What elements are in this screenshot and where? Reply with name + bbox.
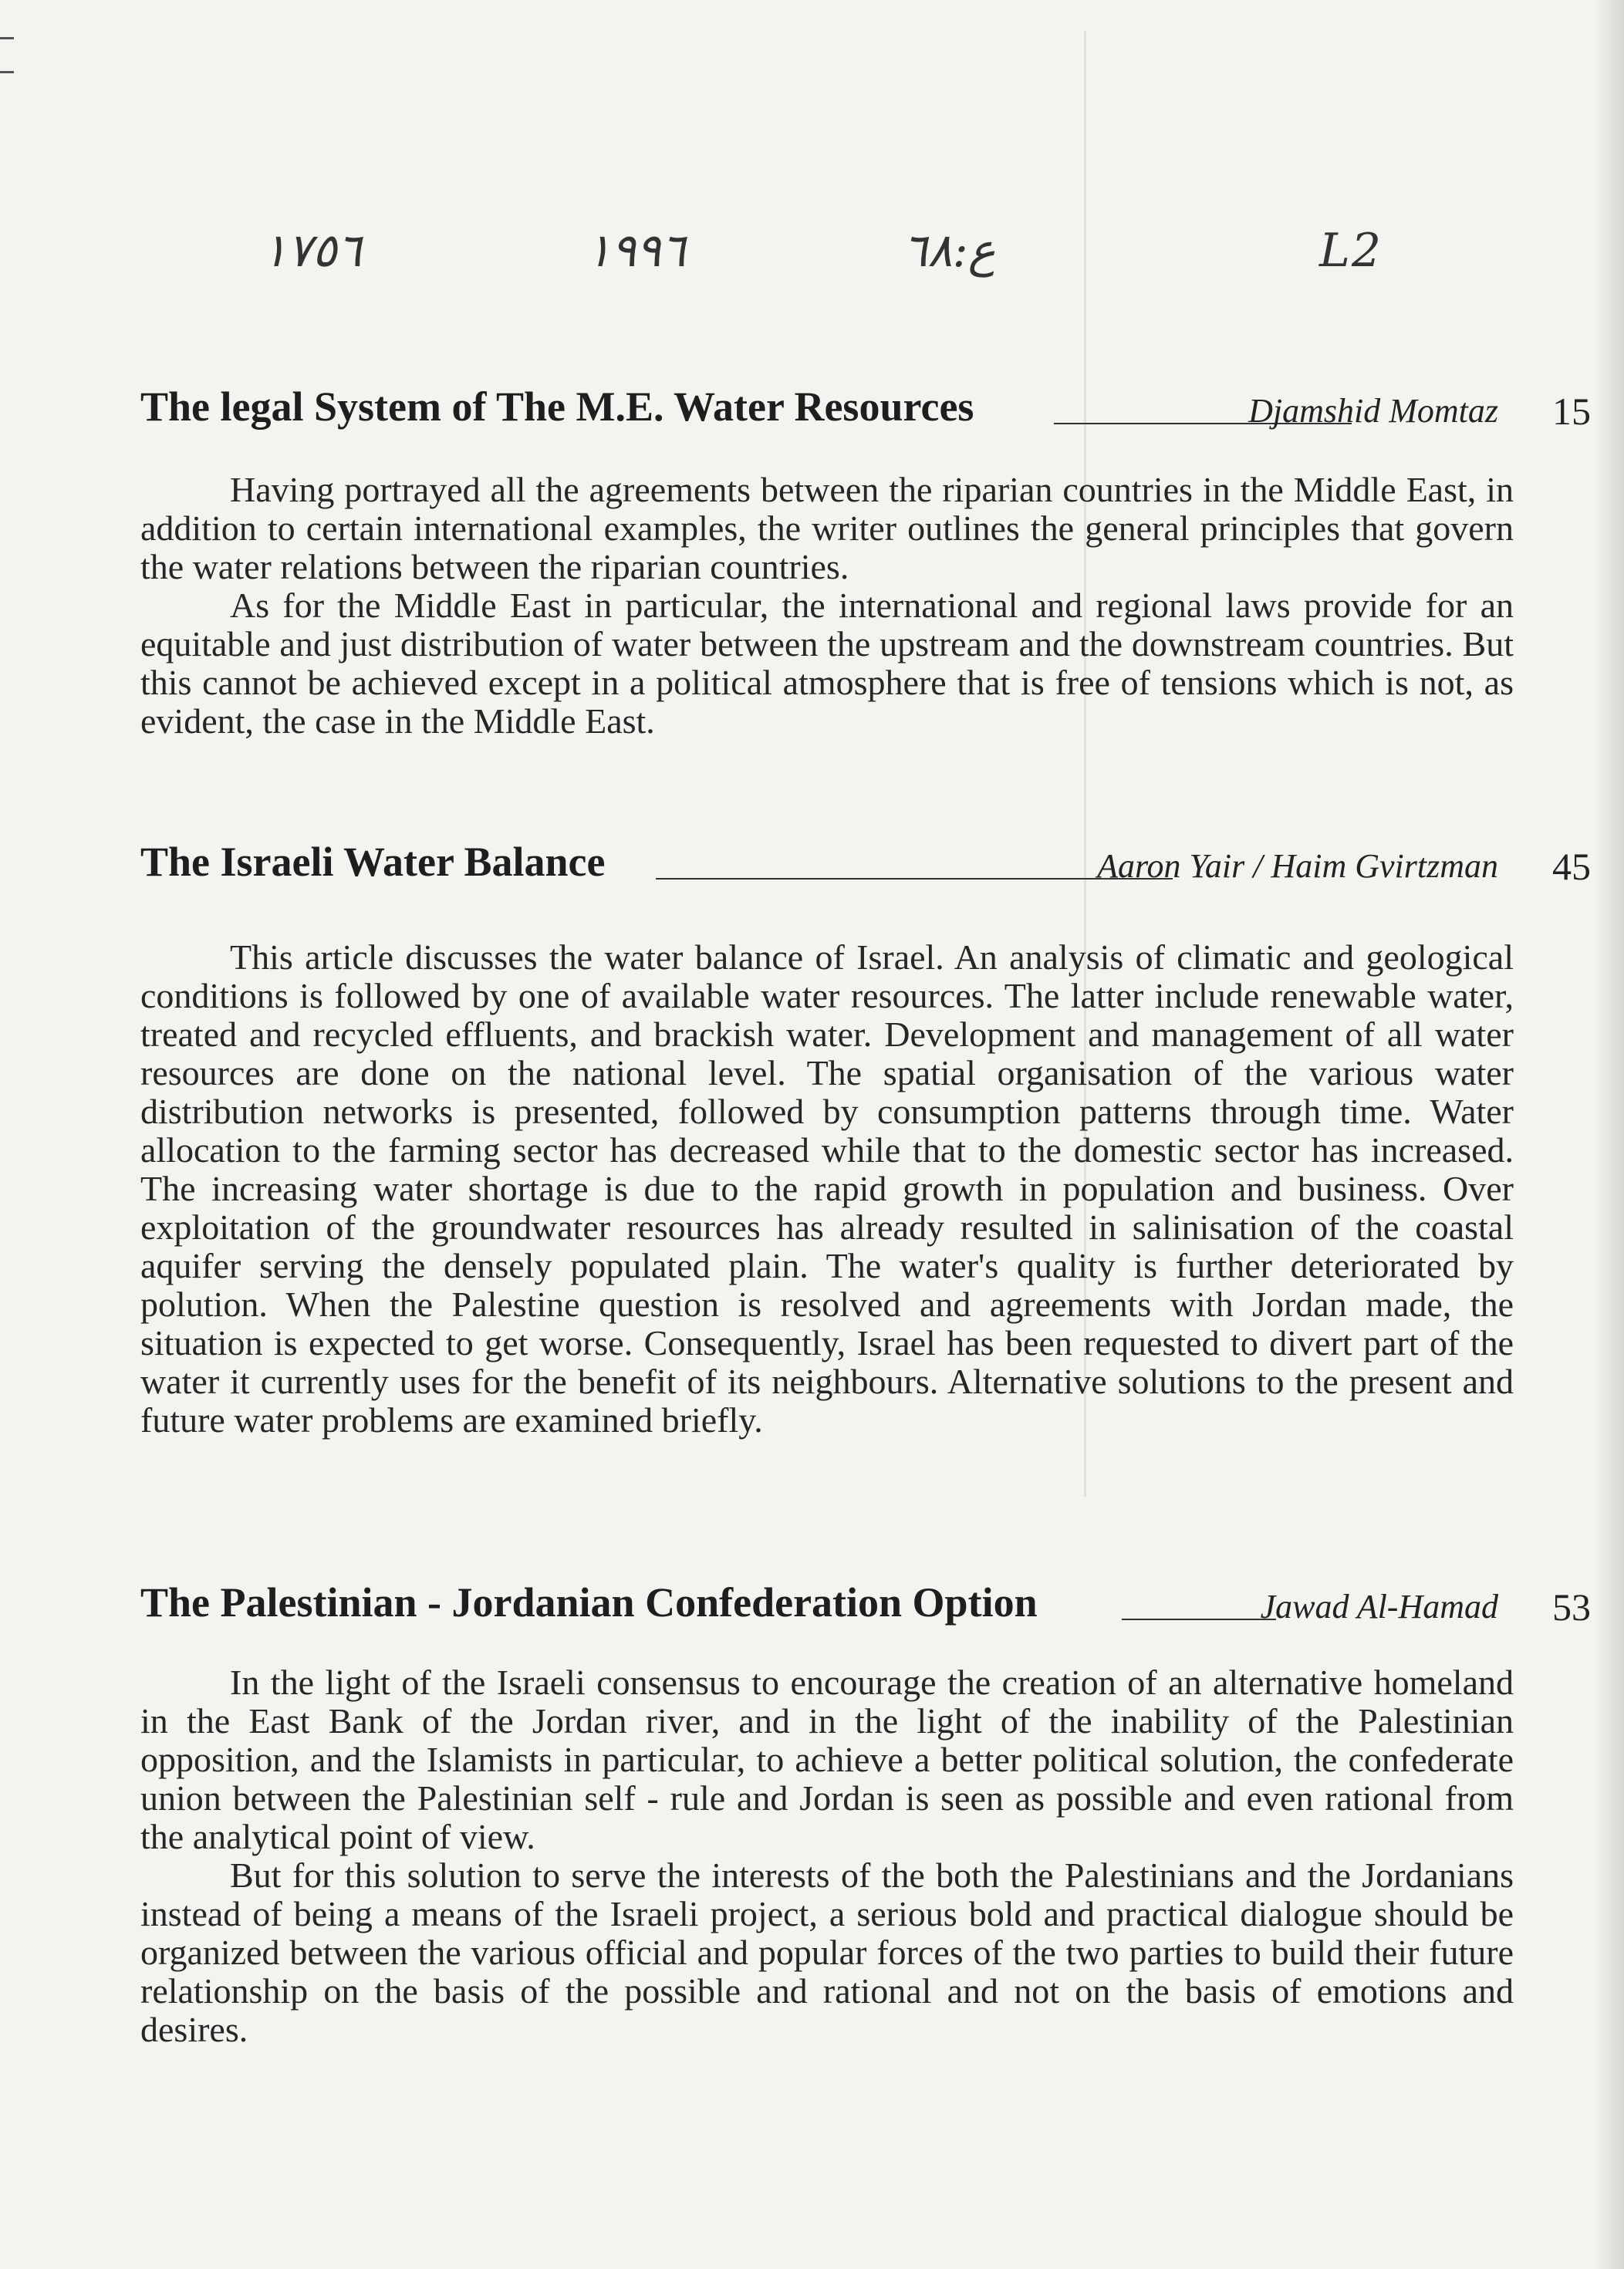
abstract-paragraph: Having portrayed all the agreements between the riparian countries in the Middle East, in addition to certain international examples, the writer outlines the general principles that govern the water relations between the riparian countries.	[140, 470, 1514, 586]
article-legal-system	[140, 378, 1591, 741]
handwritten-note: ع:٦٨	[903, 224, 996, 278]
abstract-paragraph: This article discusses the water balance of Israel. An analysis of climatic and geological conditions is followed by one of available water resources. The latter include renewable water, treated and recycled effluents, and brackish water. Development and management of all water resources are done on the national level. The spatial organisation of the various water distribution networks is presented, followed by consumption patterns through time. Water allocation to the farming sector has decreased while that to the domestic sector has increased. The increasing water shortage is due to the rapid growth in population and business. Over exploitation of the groundwater resources has already resulted in salinisation of the coastal aquifer serving the densely populated plain. The water's quality is further deteriorated by polution. When the Palestine question is resolved and agreements with Jordan made, the situation is expected to get worse. Consequently, Israel has been requested to divert part of the water it currently uses for the benefit of its neighbours. Alternative solutions to the present and future water problems are examined briefly.	[140, 937, 1514, 1440]
dotted-leader	[656, 878, 1173, 880]
abstract-paragraph: As for the Middle East in particular, the international and regional laws provide for an equitable and just distribution of water between the upstream and the downstream countries. But this cannot be achieved except in a political atmosphere that is free of tensions which is not, as evident, the case in the Middle East.	[140, 586, 1514, 741]
abstract-paragraph: In the light of the Israeli consensus to encourage the creation of an alternative homeland in the East Bank of the Jordan river, and in the light of the inability of the Palestinian opposition, and the Islamists in particular, to achieve a better political solution, the confederate union between the Palestinian self - rule and Jordan is seen as possible and even rational from the analytical point of view.	[140, 1663, 1514, 1856]
article-abstract	[140, 1663, 1514, 2049]
dotted-leader	[1122, 1619, 1276, 1620]
article-page-number: 53	[1552, 1585, 1591, 1629]
margin-mark	[0, 37, 14, 39]
handwritten-note: ١٧٥٦	[262, 224, 362, 278]
article-title: The Palestinian - Jordanian Confederation Option	[140, 1579, 1038, 1626]
article-confederation-option	[140, 1574, 1591, 2049]
article-author: Djamshid Momtaz	[1248, 392, 1498, 430]
article-header	[140, 833, 1591, 895]
article-page-number: 45	[1552, 845, 1591, 888]
article-israeli-water-balance	[140, 833, 1591, 1440]
margin-mark	[0, 71, 14, 73]
article-abstract	[140, 471, 1514, 741]
article-author: Aaron Yair / Haim Gvirtzman	[1097, 847, 1498, 885]
article-abstract	[140, 938, 1514, 1440]
article-page-number: 15	[1552, 390, 1591, 433]
handwritten-note: L2	[1319, 224, 1383, 278]
binding-shadow	[1593, 0, 1624, 2269]
article-header	[140, 378, 1591, 440]
abstract-paragraph: But for this solution to serve the interests of the both the Palestinians and the Jordanians instead of being a means of the Israeli project, a serious bold and practical dialogue should be organized between the various official and popular forces of the two parties to build their future relationship on the basis of the possible and rational and not on the basis of emotions and desires.	[140, 1855, 1514, 2049]
article-title: The legal System of The M.E. Water Resources	[140, 383, 974, 430]
handwritten-note: ١٩٩٦	[586, 224, 686, 278]
article-header	[140, 1574, 1591, 1636]
article-title: The Israeli Water Balance	[140, 839, 606, 885]
article-author: Jawad Al-Hamad	[1260, 1588, 1498, 1626]
